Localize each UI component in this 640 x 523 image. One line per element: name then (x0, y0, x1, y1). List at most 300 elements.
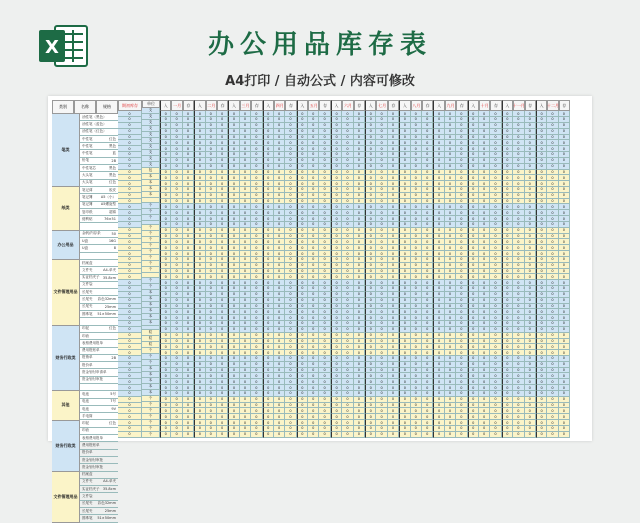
data-cell[interactable]: 0 (525, 344, 536, 350)
data-cell[interactable]: 0 (468, 117, 479, 123)
data-cell[interactable]: 0 (376, 152, 387, 158)
data-cell[interactable]: 0 (479, 280, 490, 286)
data-cell[interactable]: 0 (399, 257, 410, 263)
data-cell[interactable]: 0 (274, 344, 285, 350)
data-cell[interactable]: 0 (118, 350, 142, 356)
data-cell[interactable]: 0 (399, 408, 410, 414)
data-cell[interactable]: 0 (183, 321, 194, 327)
data-cell[interactable]: 0 (365, 274, 376, 280)
data-cell[interactable]: 0 (217, 315, 228, 321)
data-cell[interactable]: 0 (354, 292, 365, 298)
data-cell[interactable]: 0 (536, 327, 547, 333)
data-cell[interactable]: 0 (376, 164, 387, 170)
data-cell[interactable]: 0 (274, 170, 285, 176)
data-cell[interactable]: 0 (411, 426, 422, 432)
data-cell[interactable]: 0 (171, 187, 182, 193)
data-cell[interactable]: 0 (240, 385, 251, 391)
data-cell[interactable]: 0 (388, 385, 399, 391)
data-cell[interactable]: 0 (388, 129, 399, 135)
data-cell[interactable]: 0 (319, 426, 330, 432)
data-cell[interactable]: 0 (411, 111, 422, 117)
data-cell[interactable]: 0 (274, 152, 285, 158)
data-cell[interactable]: 0 (183, 420, 194, 426)
data-cell[interactable]: 0 (411, 222, 422, 228)
data-cell[interactable]: 0 (251, 414, 262, 420)
data-cell[interactable]: 0 (206, 426, 217, 432)
data-cell[interactable]: 0 (251, 216, 262, 222)
data-cell[interactable]: 0 (228, 298, 239, 304)
data-cell[interactable]: 0 (422, 269, 433, 275)
data-cell[interactable]: 0 (285, 432, 296, 438)
data-cell[interactable]: 个 (142, 209, 160, 215)
data-cell[interactable]: 0 (422, 286, 433, 292)
data-cell[interactable]: 0 (297, 257, 308, 263)
data-cell[interactable]: 0 (183, 286, 194, 292)
data-cell[interactable]: 0 (285, 339, 296, 345)
data-cell[interactable]: 0 (547, 234, 558, 240)
data-cell[interactable]: 0 (331, 170, 342, 176)
data-cell[interactable]: 0 (206, 210, 217, 216)
data-cell[interactable]: 0 (342, 397, 353, 403)
data-cell[interactable]: 0 (433, 146, 444, 152)
data-cell[interactable]: 0 (354, 123, 365, 129)
data-cell[interactable]: 0 (513, 356, 524, 362)
data-cell[interactable]: 0 (411, 140, 422, 146)
data-cell[interactable]: 0 (490, 397, 501, 403)
data-cell[interactable]: 0 (411, 286, 422, 292)
data-cell[interactable]: 0 (433, 123, 444, 129)
data-cell[interactable]: 0 (354, 327, 365, 333)
data-cell[interactable]: 0 (171, 379, 182, 385)
data-cell[interactable]: 0 (399, 210, 410, 216)
data-cell[interactable]: 0 (513, 181, 524, 187)
data-cell[interactable]: 0 (433, 280, 444, 286)
data-cell[interactable]: 0 (559, 216, 570, 222)
data-cell[interactable]: 0 (445, 111, 456, 117)
data-cell[interactable]: 0 (490, 152, 501, 158)
data-cell[interactable]: 0 (308, 373, 319, 379)
data-cell[interactable]: 0 (502, 373, 513, 379)
item-row[interactable] (80, 304, 118, 311)
item-row[interactable] (80, 457, 118, 464)
data-cell[interactable]: 0 (251, 181, 262, 187)
data-cell[interactable]: 0 (206, 321, 217, 327)
data-cell[interactable]: 0 (319, 280, 330, 286)
data-cell[interactable]: 0 (513, 426, 524, 432)
data-cell[interactable]: 0 (183, 199, 194, 205)
data-cell[interactable]: 0 (547, 333, 558, 339)
data-cell[interactable]: 0 (547, 408, 558, 414)
data-cell[interactable]: 0 (160, 193, 171, 199)
data-cell[interactable]: 0 (422, 362, 433, 368)
data-cell[interactable]: 0 (251, 280, 262, 286)
data-cell[interactable]: 0 (513, 263, 524, 269)
data-cell[interactable]: 0 (160, 292, 171, 298)
data-cell[interactable]: 0 (547, 263, 558, 269)
data-cell[interactable]: 0 (490, 350, 501, 356)
data-cell[interactable]: 0 (274, 146, 285, 152)
data-cell[interactable]: 本 (142, 296, 160, 302)
data-cell[interactable]: 0 (217, 228, 228, 234)
data-cell[interactable]: 0 (525, 315, 536, 321)
data-cell[interactable]: 0 (536, 408, 547, 414)
data-cell[interactable]: 0 (468, 216, 479, 222)
item-row[interactable] (80, 209, 118, 216)
data-cell[interactable]: 0 (297, 228, 308, 234)
data-cell[interactable]: 0 (194, 135, 205, 141)
data-cell[interactable]: 0 (183, 315, 194, 321)
data-cell[interactable]: 0 (354, 251, 365, 257)
data-cell[interactable]: 0 (422, 193, 433, 199)
data-cell[interactable]: 0 (468, 164, 479, 170)
data-cell[interactable]: 0 (456, 181, 467, 187)
data-cell[interactable]: 0 (468, 432, 479, 438)
data-cell[interactable]: 0 (183, 368, 194, 374)
data-cell[interactable]: 0 (319, 222, 330, 228)
data-cell[interactable]: 0 (118, 210, 142, 216)
item-row[interactable] (80, 165, 118, 172)
data-cell[interactable]: 0 (433, 304, 444, 310)
data-cell[interactable]: 本 (142, 308, 160, 314)
data-cell[interactable]: 个 (142, 261, 160, 267)
data-cell[interactable]: 0 (319, 403, 330, 409)
data-cell[interactable]: 0 (399, 292, 410, 298)
data-cell[interactable]: 0 (525, 216, 536, 222)
data-cell[interactable]: 0 (490, 129, 501, 135)
data-cell[interactable]: 0 (525, 373, 536, 379)
data-cell[interactable]: 0 (228, 309, 239, 315)
data-cell[interactable]: 0 (342, 304, 353, 310)
data-cell[interactable]: 0 (525, 379, 536, 385)
data-cell[interactable]: 0 (536, 286, 547, 292)
data-cell[interactable]: 0 (171, 199, 182, 205)
data-cell[interactable]: 0 (513, 368, 524, 374)
data-cell[interactable]: 0 (183, 234, 194, 240)
data-cell[interactable]: 0 (319, 199, 330, 205)
data-cell[interactable]: 0 (251, 193, 262, 199)
data-cell[interactable]: 0 (240, 158, 251, 164)
data-cell[interactable]: 0 (354, 129, 365, 135)
data-cell[interactable]: 0 (559, 111, 570, 117)
data-cell[interactable]: 0 (547, 362, 558, 368)
data-cell[interactable]: 0 (308, 292, 319, 298)
data-cell[interactable]: 个 (142, 354, 160, 360)
data-cell[interactable]: 0 (228, 263, 239, 269)
data-cell[interactable]: 0 (240, 373, 251, 379)
data-cell[interactable]: 0 (388, 280, 399, 286)
data-cell[interactable]: 0 (319, 304, 330, 310)
data-cell[interactable]: 0 (331, 280, 342, 286)
data-cell[interactable]: 0 (502, 222, 513, 228)
data-cell[interactable]: 0 (411, 263, 422, 269)
data-cell[interactable]: 0 (411, 146, 422, 152)
data-cell[interactable]: 0 (456, 274, 467, 280)
data-cell[interactable]: 0 (251, 327, 262, 333)
data-cell[interactable]: 0 (445, 432, 456, 438)
data-cell[interactable]: 0 (354, 234, 365, 240)
data-cell[interactable]: 0 (274, 193, 285, 199)
data-cell[interactable]: 0 (547, 339, 558, 345)
data-cell[interactable]: 0 (354, 204, 365, 210)
data-cell[interactable]: 0 (160, 298, 171, 304)
data-cell[interactable]: 0 (274, 164, 285, 170)
data-cell[interactable]: 0 (285, 292, 296, 298)
data-cell[interactable]: 0 (160, 228, 171, 234)
data-cell[interactable]: 本 (142, 314, 160, 320)
data-cell[interactable]: 0 (456, 426, 467, 432)
data-cell[interactable]: 0 (285, 356, 296, 362)
data-cell[interactable]: 0 (342, 321, 353, 327)
data-cell[interactable]: 0 (342, 315, 353, 321)
data-cell[interactable]: 0 (513, 146, 524, 152)
data-cell[interactable]: 0 (433, 222, 444, 228)
data-cell[interactable]: 0 (559, 222, 570, 228)
data-cell[interactable]: 0 (285, 175, 296, 181)
data-cell[interactable]: 0 (411, 193, 422, 199)
data-cell[interactable]: 0 (206, 379, 217, 385)
data-cell[interactable]: 0 (228, 344, 239, 350)
data-cell[interactable]: 0 (206, 245, 217, 251)
data-cell[interactable]: 0 (547, 321, 558, 327)
data-cell[interactable]: 0 (285, 199, 296, 205)
data-cell[interactable]: 0 (160, 251, 171, 257)
data-cell[interactable]: 0 (263, 269, 274, 275)
data-cell[interactable]: 0 (194, 228, 205, 234)
item-row[interactable] (80, 391, 118, 398)
item-row[interactable] (80, 238, 118, 245)
data-cell[interactable]: 0 (160, 356, 171, 362)
data-cell[interactable]: 0 (194, 263, 205, 269)
data-cell[interactable]: 0 (365, 269, 376, 275)
data-cell[interactable]: 0 (206, 135, 217, 141)
data-cell[interactable]: 0 (217, 222, 228, 228)
data-cell[interactable]: 0 (559, 304, 570, 310)
data-cell[interactable]: 0 (456, 123, 467, 129)
data-cell[interactable]: 0 (274, 414, 285, 420)
data-cell[interactable]: 0 (525, 129, 536, 135)
data-cell[interactable]: 0 (342, 152, 353, 158)
data-cell[interactable]: 0 (547, 257, 558, 263)
data-cell[interactable]: 0 (342, 111, 353, 117)
data-cell[interactable]: 0 (160, 111, 171, 117)
data-cell[interactable]: 0 (194, 210, 205, 216)
data-cell[interactable]: 0 (251, 350, 262, 356)
data-cell[interactable]: 0 (399, 426, 410, 432)
data-cell[interactable]: 0 (183, 263, 194, 269)
data-cell[interactable]: 0 (251, 344, 262, 350)
data-cell[interactable]: 0 (183, 239, 194, 245)
data-cell[interactable]: 0 (376, 362, 387, 368)
data-cell[interactable]: 0 (513, 309, 524, 315)
data-cell[interactable]: 0 (490, 228, 501, 234)
data-cell[interactable]: 0 (206, 175, 217, 181)
data-cell[interactable]: 0 (274, 257, 285, 263)
data-cell[interactable]: 0 (171, 350, 182, 356)
data-cell[interactable]: 0 (433, 129, 444, 135)
data-cell[interactable]: 0 (160, 414, 171, 420)
data-cell[interactable]: 0 (422, 391, 433, 397)
data-cell[interactable]: 粒 (142, 342, 160, 348)
data-cell[interactable]: 0 (365, 356, 376, 362)
data-cell[interactable]: 0 (319, 350, 330, 356)
item-row[interactable] (80, 340, 118, 347)
data-cell[interactable]: 0 (217, 111, 228, 117)
data-cell[interactable]: 0 (445, 152, 456, 158)
data-cell[interactable]: 0 (433, 373, 444, 379)
data-cell[interactable]: 0 (171, 269, 182, 275)
data-cell[interactable]: 0 (217, 234, 228, 240)
data-cell[interactable]: 个 (142, 255, 160, 261)
data-cell[interactable]: 0 (365, 135, 376, 141)
data-cell[interactable]: 0 (422, 170, 433, 176)
data-cell[interactable]: 0 (365, 286, 376, 292)
data-cell[interactable]: 0 (354, 158, 365, 164)
data-cell[interactable]: 0 (388, 111, 399, 117)
data-cell[interactable]: 0 (263, 286, 274, 292)
data-cell[interactable]: 0 (456, 135, 467, 141)
data-cell[interactable]: 0 (422, 251, 433, 257)
data-cell[interactable]: 0 (263, 158, 274, 164)
data-cell[interactable]: 0 (160, 368, 171, 374)
data-cell[interactable]: 0 (331, 298, 342, 304)
item-row[interactable] (80, 333, 118, 340)
data-cell[interactable]: 0 (536, 228, 547, 234)
data-cell[interactable]: 0 (228, 245, 239, 251)
data-cell[interactable]: 0 (217, 245, 228, 251)
data-cell[interactable]: 0 (433, 292, 444, 298)
data-cell[interactable]: 0 (160, 309, 171, 315)
data-cell[interactable]: 0 (194, 304, 205, 310)
data-cell[interactable]: 0 (263, 373, 274, 379)
data-cell[interactable]: 0 (525, 222, 536, 228)
data-cell[interactable]: 0 (331, 292, 342, 298)
data-cell[interactable]: 0 (251, 222, 262, 228)
data-cell[interactable]: 0 (118, 187, 142, 193)
data-cell[interactable]: 0 (559, 117, 570, 123)
data-cell[interactable]: 0 (479, 385, 490, 391)
data-cell[interactable]: 0 (547, 344, 558, 350)
data-cell[interactable]: 0 (365, 152, 376, 158)
data-cell[interactable]: 0 (547, 304, 558, 310)
data-cell[interactable]: 0 (559, 420, 570, 426)
data-cell[interactable]: 0 (342, 274, 353, 280)
data-cell[interactable]: 0 (297, 321, 308, 327)
data-cell[interactable]: 0 (319, 263, 330, 269)
data-cell[interactable]: 0 (240, 123, 251, 129)
data-cell[interactable]: 0 (559, 327, 570, 333)
data-cell[interactable]: 0 (171, 391, 182, 397)
data-cell[interactable]: 0 (456, 403, 467, 409)
data-cell[interactable]: 0 (354, 309, 365, 315)
data-cell[interactable]: 0 (490, 135, 501, 141)
data-cell[interactable]: 0 (319, 373, 330, 379)
data-cell[interactable]: 0 (513, 298, 524, 304)
data-cell[interactable]: 0 (502, 350, 513, 356)
data-cell[interactable]: 0 (399, 362, 410, 368)
data-cell[interactable]: 0 (118, 274, 142, 280)
data-cell[interactable]: 0 (331, 111, 342, 117)
data-cell[interactable]: 0 (468, 210, 479, 216)
data-cell[interactable]: 0 (376, 286, 387, 292)
data-cell[interactable]: 0 (411, 327, 422, 333)
data-cell[interactable]: 0 (285, 327, 296, 333)
data-cell[interactable]: 0 (194, 385, 205, 391)
data-cell[interactable]: 0 (502, 321, 513, 327)
data-cell[interactable]: 0 (479, 158, 490, 164)
data-cell[interactable]: 0 (171, 117, 182, 123)
data-cell[interactable]: 0 (342, 269, 353, 275)
data-cell[interactable]: 0 (194, 234, 205, 240)
data-cell[interactable]: 0 (319, 391, 330, 397)
data-cell[interactable]: 0 (160, 239, 171, 245)
data-cell[interactable]: 0 (206, 199, 217, 205)
data-cell[interactable]: 0 (559, 298, 570, 304)
data-cell[interactable]: 0 (433, 350, 444, 356)
data-cell[interactable]: 0 (399, 251, 410, 257)
data-cell[interactable]: 0 (118, 426, 142, 432)
data-cell[interactable]: 0 (513, 432, 524, 438)
data-cell[interactable]: 0 (559, 239, 570, 245)
data-cell[interactable]: 0 (376, 373, 387, 379)
data-cell[interactable]: 0 (194, 356, 205, 362)
data-cell[interactable]: 个 (142, 408, 160, 414)
data-cell[interactable]: 0 (433, 286, 444, 292)
data-cell[interactable]: 0 (240, 152, 251, 158)
data-cell[interactable]: 本 (142, 174, 160, 180)
data-cell[interactable]: 0 (251, 269, 262, 275)
data-cell[interactable]: 0 (160, 397, 171, 403)
data-cell[interactable]: 0 (194, 187, 205, 193)
data-cell[interactable]: 0 (388, 228, 399, 234)
data-cell[interactable]: 0 (160, 350, 171, 356)
data-cell[interactable]: 0 (445, 420, 456, 426)
data-cell[interactable]: 0 (445, 146, 456, 152)
data-cell[interactable]: 0 (251, 204, 262, 210)
data-cell[interactable]: 0 (422, 280, 433, 286)
data-cell[interactable]: 0 (171, 286, 182, 292)
data-cell[interactable]: 0 (479, 350, 490, 356)
data-cell[interactable]: 支 (142, 150, 160, 156)
data-cell[interactable]: 0 (217, 181, 228, 187)
data-cell[interactable]: 0 (285, 135, 296, 141)
data-cell[interactable]: 0 (468, 420, 479, 426)
data-cell[interactable]: 0 (433, 403, 444, 409)
data-cell[interactable]: 0 (354, 397, 365, 403)
data-cell[interactable]: 0 (319, 420, 330, 426)
data-cell[interactable]: 0 (354, 274, 365, 280)
data-cell[interactable]: 0 (251, 140, 262, 146)
data-cell[interactable]: 0 (422, 403, 433, 409)
data-cell[interactable]: 0 (490, 239, 501, 245)
data-cell[interactable]: 0 (502, 304, 513, 310)
data-cell[interactable]: 0 (479, 286, 490, 292)
data-cell[interactable]: 0 (297, 350, 308, 356)
data-cell[interactable]: 0 (331, 234, 342, 240)
data-cell[interactable]: 0 (263, 362, 274, 368)
data-cell[interactable]: 0 (445, 373, 456, 379)
data-cell[interactable]: 0 (217, 339, 228, 345)
data-cell[interactable]: 0 (297, 280, 308, 286)
data-cell[interactable]: 0 (525, 146, 536, 152)
data-cell[interactable]: 0 (354, 391, 365, 397)
data-cell[interactable]: 0 (297, 239, 308, 245)
data-cell[interactable]: 0 (285, 414, 296, 420)
data-cell[interactable]: 0 (183, 123, 194, 129)
data-cell[interactable]: 0 (559, 344, 570, 350)
data-cell[interactable]: 0 (456, 327, 467, 333)
data-cell[interactable]: 0 (285, 193, 296, 199)
data-cell[interactable]: 0 (388, 397, 399, 403)
